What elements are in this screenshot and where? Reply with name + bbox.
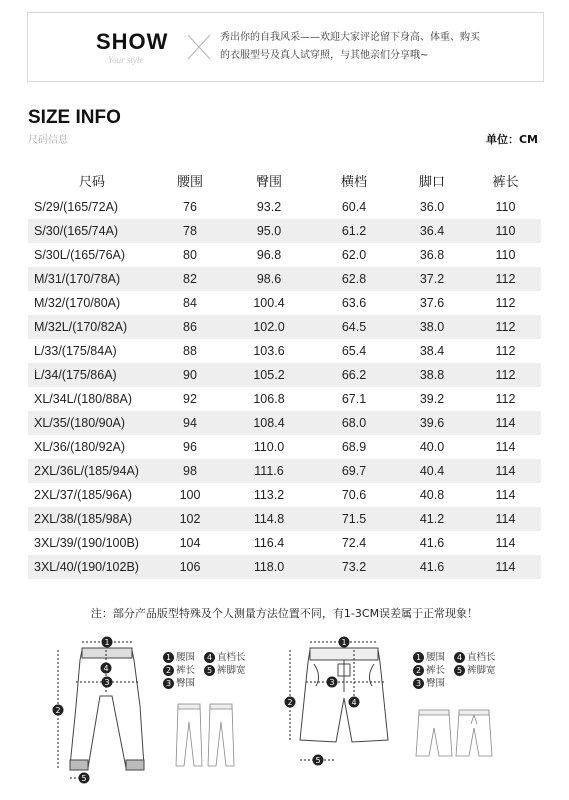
table-row — [28, 267, 541, 291]
length-cell: 110 — [470, 219, 541, 243]
thigh-cell: 62.0 — [341, 248, 367, 262]
table-row — [28, 315, 541, 339]
legend-row — [413, 677, 502, 690]
hip-cell: 108.4 — [224, 411, 314, 435]
legend-number: 1 — [163, 652, 174, 663]
legend-number: 3 — [413, 678, 424, 689]
length-cell: 112 — [495, 344, 516, 358]
legend-row — [413, 651, 502, 664]
legend-number: 5 — [454, 665, 465, 676]
waist-cell: 104 — [179, 536, 201, 550]
length-cell: 110 — [495, 200, 516, 214]
size-cell: 2XL/37/(185/96A) — [34, 488, 132, 502]
banner-line-1: 秀出你的自我风采——欢迎大家评论留下身高、体重、购买 — [220, 32, 480, 43]
length-cell: 114 — [470, 411, 541, 435]
legend-label: 裤长 — [176, 665, 196, 676]
hem-cell: 36.4 — [394, 219, 470, 243]
legend-row — [163, 664, 252, 677]
hem-cell: 41.6 — [394, 555, 470, 579]
thigh-cell: 64.5 — [314, 315, 394, 339]
table-row — [28, 339, 541, 363]
size-cell: L/34/(175/86A) — [28, 363, 156, 387]
waist-cell: 100 — [179, 488, 201, 502]
length-cell: 112 — [495, 392, 516, 406]
measurement-note: 注：部分产品版型特殊及个人测量方法位置不同，有1-3CM误差属于正常现象！ — [90, 607, 479, 620]
table-header-row — [28, 166, 541, 195]
hem-cell: 36.8 — [419, 248, 445, 262]
legend-row — [163, 677, 252, 690]
table-row — [28, 243, 541, 267]
waist-cell: 86 — [156, 315, 224, 339]
size-cell: 2XL/38/(185/98A) — [28, 507, 156, 531]
hem-cell: 39.6 — [394, 411, 470, 435]
table-row — [28, 291, 541, 315]
legend-label: 裤脚宽 — [467, 665, 496, 676]
legend-label: 直档长 — [217, 652, 246, 663]
thigh-cell: 66.2 — [314, 363, 394, 387]
hip-cell: 95.0 — [224, 219, 314, 243]
unit-label: 单位：CM — [485, 133, 538, 146]
banner-line-2: 的衣服型号及真人试穿照，与其他亲们分享哦~ — [220, 50, 429, 61]
thigh-cell: 68.9 — [341, 440, 367, 454]
length-cell: 114 — [495, 536, 516, 550]
svg-text:1: 1 — [104, 638, 110, 647]
hem-cell: 41.2 — [394, 507, 470, 531]
size-cell: S/29/(165/72A) — [34, 200, 119, 214]
length-cell: 114 — [495, 440, 516, 454]
hem-cell: 39.2 — [419, 392, 445, 406]
show-subtitle: Your style — [108, 55, 144, 65]
waist-cell: 80 — [183, 248, 197, 262]
hip-cell: 93.2 — [256, 200, 282, 214]
hem-cell: 36.0 — [419, 200, 445, 214]
table-row — [28, 411, 541, 435]
table-row — [28, 387, 541, 411]
hem-cell: 40.0 — [419, 440, 445, 454]
hip-cell: 111.6 — [224, 459, 314, 483]
thigh-cell: 73.2 — [314, 555, 394, 579]
length-cell: 112 — [470, 267, 541, 291]
svg-text:1: 1 — [341, 638, 347, 647]
svg-text:4: 4 — [103, 664, 109, 673]
legend-label: 裤长 — [426, 665, 446, 676]
trousers-diagram — [48, 636, 160, 784]
header-thigh: 横档 — [340, 175, 367, 190]
hem-cell: 38.4 — [419, 344, 445, 358]
shorts-thumbnail — [415, 706, 495, 762]
banner-message — [220, 29, 520, 65]
size-cell: XL/36/(180/92A) — [34, 440, 126, 454]
legend-label: 臀围 — [426, 678, 446, 689]
hem-cell: 38.0 — [394, 315, 470, 339]
cross-icon — [178, 27, 218, 67]
size-cell: XL/35/(180/90A) — [28, 411, 156, 435]
size-cell: XL/34L/(180/88A) — [34, 392, 132, 406]
thigh-cell: 69.7 — [314, 459, 394, 483]
shorts-diagram — [280, 636, 410, 776]
legend-label: 臀围 — [176, 678, 196, 689]
waist-cell: 88 — [183, 344, 197, 358]
svg-text:2: 2 — [287, 698, 293, 707]
waist-cell: 98 — [156, 459, 224, 483]
size-cell: 2XL/36L/(185/94A) — [28, 459, 156, 483]
legend-number: 1 — [413, 652, 424, 663]
table-row — [28, 483, 541, 507]
waist-cell: 90 — [156, 363, 224, 387]
size-cell: M/31/(170/78A) — [28, 267, 156, 291]
length-cell: 112 — [470, 363, 541, 387]
size-cell: L/33/(175/84A) — [34, 344, 117, 358]
legend-number: 4 — [204, 652, 215, 663]
legend-number: 3 — [163, 678, 174, 689]
shorts-legend — [413, 651, 502, 690]
svg-text:2: 2 — [55, 706, 61, 715]
svg-text:3: 3 — [329, 678, 335, 687]
legend-number: 2 — [163, 665, 174, 676]
table-row — [28, 459, 541, 483]
hem-cell: 40.8 — [419, 488, 445, 502]
header-waist: 腰围 — [176, 175, 203, 190]
size-cell: S/30/(165/74A) — [28, 219, 156, 243]
thigh-cell: 62.8 — [314, 267, 394, 291]
legend-row — [413, 664, 502, 677]
hip-cell: 96.8 — [256, 248, 282, 262]
thigh-cell: 61.2 — [314, 219, 394, 243]
waist-cell: 82 — [156, 267, 224, 291]
size-cell: M/32/(170/80A) — [34, 296, 121, 310]
table-row — [28, 219, 541, 243]
thigh-cell: 70.6 — [341, 488, 367, 502]
hem-cell: 41.6 — [419, 536, 445, 550]
length-cell: 112 — [470, 315, 541, 339]
legend-number: 2 — [413, 665, 424, 676]
hip-cell: 103.6 — [253, 344, 285, 358]
header-size: 尺码 — [78, 175, 105, 190]
hip-cell: 113.2 — [253, 488, 285, 502]
length-cell: 114 — [470, 555, 541, 579]
trousers-thumbnail — [170, 700, 240, 772]
table-row — [28, 555, 541, 579]
header-length: 裤长 — [492, 175, 519, 190]
legend-number: 4 — [454, 652, 465, 663]
table-row — [28, 363, 541, 387]
section-title: SIZE INFO — [28, 107, 121, 128]
table-row — [28, 435, 541, 459]
length-cell: 112 — [495, 296, 516, 310]
hip-cell: 114.8 — [224, 507, 314, 531]
length-cell: 114 — [470, 459, 541, 483]
hem-cell: 37.6 — [419, 296, 445, 310]
length-cell: 114 — [470, 507, 541, 531]
legend-number: 5 — [204, 665, 215, 676]
svg-text:5: 5 — [315, 756, 321, 765]
thigh-cell: 65.4 — [341, 344, 367, 358]
waist-cell: 76 — [183, 200, 197, 214]
hip-cell: 106.8 — [253, 392, 285, 406]
svg-text:4: 4 — [351, 698, 357, 707]
table-row — [28, 507, 541, 531]
waist-cell: 78 — [156, 219, 224, 243]
hip-cell: 98.6 — [224, 267, 314, 291]
waist-cell: 96 — [183, 440, 197, 454]
waist-cell: 106 — [156, 555, 224, 579]
waist-cell: 84 — [183, 296, 197, 310]
table-row — [28, 531, 541, 555]
waist-cell: 102 — [156, 507, 224, 531]
thigh-cell: 60.4 — [341, 200, 367, 214]
size-cell: M/32L/(170/82A) — [28, 315, 156, 339]
hem-cell: 40.4 — [394, 459, 470, 483]
size-cell: S/30L/(165/76A) — [34, 248, 126, 262]
hip-cell: 118.0 — [224, 555, 314, 579]
thigh-cell: 68.0 — [314, 411, 394, 435]
waist-cell: 92 — [183, 392, 197, 406]
thigh-cell: 71.5 — [314, 507, 394, 531]
legend-label: 裤脚宽 — [217, 665, 246, 676]
thigh-cell: 67.1 — [341, 392, 367, 406]
hip-cell: 116.4 — [253, 536, 285, 550]
hip-cell: 102.0 — [224, 315, 314, 339]
header-hem: 脚口 — [418, 175, 445, 190]
thigh-cell: 72.4 — [341, 536, 367, 550]
show-banner — [27, 12, 544, 82]
table-body — [28, 195, 541, 579]
length-cell: 114 — [495, 488, 516, 502]
waist-cell: 94 — [156, 411, 224, 435]
hem-cell: 37.2 — [394, 267, 470, 291]
size-cell: 3XL/40/(190/102B) — [28, 555, 156, 579]
size-table — [28, 166, 541, 579]
size-cell: 3XL/39/(190/100B) — [34, 536, 139, 550]
legend-label: 腰围 — [176, 652, 196, 663]
trousers-legend — [163, 651, 252, 690]
hip-cell: 100.4 — [253, 296, 285, 310]
hip-cell: 110.0 — [253, 440, 285, 454]
show-title: SHOW — [96, 29, 169, 54]
section-subtitle: 尺码信息 — [28, 135, 68, 146]
legend-label: 直档长 — [467, 652, 496, 663]
hip-cell: 105.2 — [224, 363, 314, 387]
length-cell: 110 — [495, 248, 516, 262]
svg-text:3: 3 — [104, 678, 110, 687]
table-row — [28, 195, 541, 219]
header-hip: 臀围 — [255, 175, 282, 190]
thigh-cell: 63.6 — [341, 296, 367, 310]
legend-label: 腰围 — [426, 652, 446, 663]
legend-row — [163, 651, 252, 664]
svg-text:5: 5 — [81, 774, 87, 783]
hem-cell: 38.8 — [394, 363, 470, 387]
